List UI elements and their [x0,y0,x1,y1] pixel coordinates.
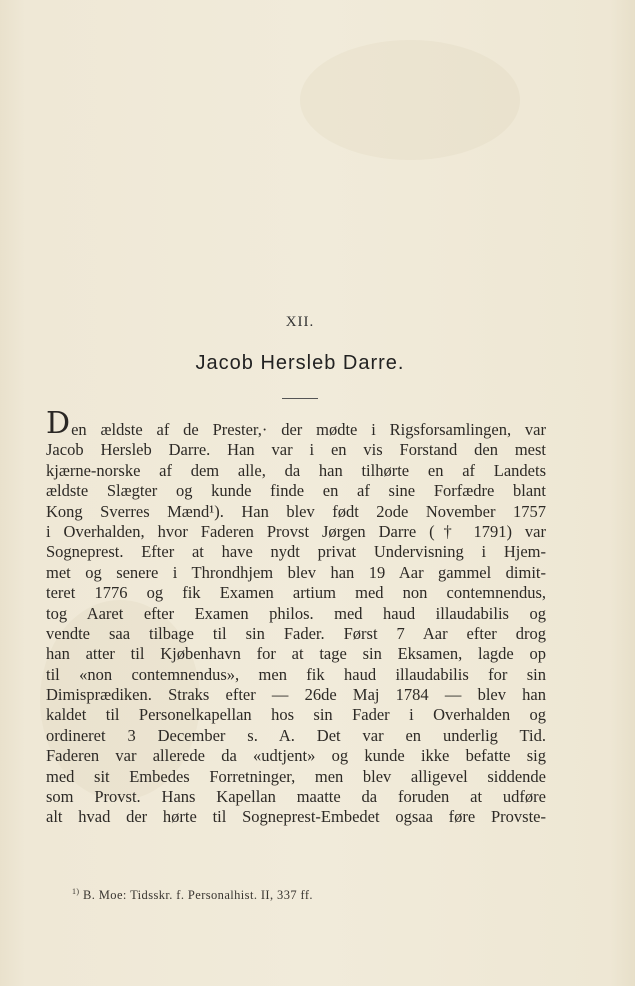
title-divider [282,398,318,399]
paper-stain [300,40,520,160]
text-line: met og senere i Throndhjem blev han 19 Aar gammel dimit- [46,562,546,582]
text-line: som Provst. Hans Kapellan maatte da foruden at udføre [46,787,546,807]
chapter-number: XII. [285,314,315,330]
text-line: Faderen var allerede da «udtjent» og kunde ikke befatte sig [46,746,546,766]
text-line: teret 1776 og fik Examen artium med non contemnendus, [46,583,546,603]
text-line: vendte saa tilbage til sin Fader. Først 7 Aar efter drog [46,623,546,643]
text-line: han atter til Kjøbenhavn for at tage sin Eksamen, lagde op [46,644,546,664]
text-line: Kong Sverres Mænd¹). Han blev født 2ode November 1757 [46,501,546,521]
text-line: ældste Slægter og kunde finde en af sine Forfædre blant [46,481,546,501]
footnote [72,887,313,903]
text-line: Sogneprest. Efter at have nydt privat Undervisning i Hjem- [46,542,546,562]
text-line: kjærne-norske af dem alle, da han tilhørte en af Landets [46,460,546,480]
text-line: i Overhalden, hvor Faderen Provst Jørgen Darre († 1791) var [46,521,546,541]
text-line: en ældste af de Prester,· der mødte i Rigsforsamlingen, var [71,420,546,439]
text-line: ordineret 3 December s. A. Det var en underlig Tid. [46,725,546,745]
chapter-title: Jacob Hersleb Darre. [195,352,405,374]
footnote-marker: 1) [72,887,80,896]
text-line: kaldet til Personelkapellan hos sin Fader i Overhalden og [46,705,546,725]
body-text [46,406,546,828]
footnote-text: B. Moe: Tidsskr. f. Personalhist. II, 337 ff. [83,888,313,903]
text-line: til «non contemnendus», men fik haud illaudabilis for sin [46,664,546,684]
text-line: Jacob Hersleb Darre. Han var i en vis Forstand den mest [46,440,546,460]
text-line: med sit Embedes Forretninger, men blev alligevel siddende [46,766,546,786]
text-line: alt hvad der hørte til Sogneprest-Embedet ogsaa føre Provste- [46,807,546,827]
text-line: Dimisprædiken. Straks efter — 26de Maj 1784 — blev han [46,685,546,705]
text-line: tog Aaret efter Examen philos. med haud illaudabilis og [46,603,546,623]
drop-cap: D [46,406,71,441]
